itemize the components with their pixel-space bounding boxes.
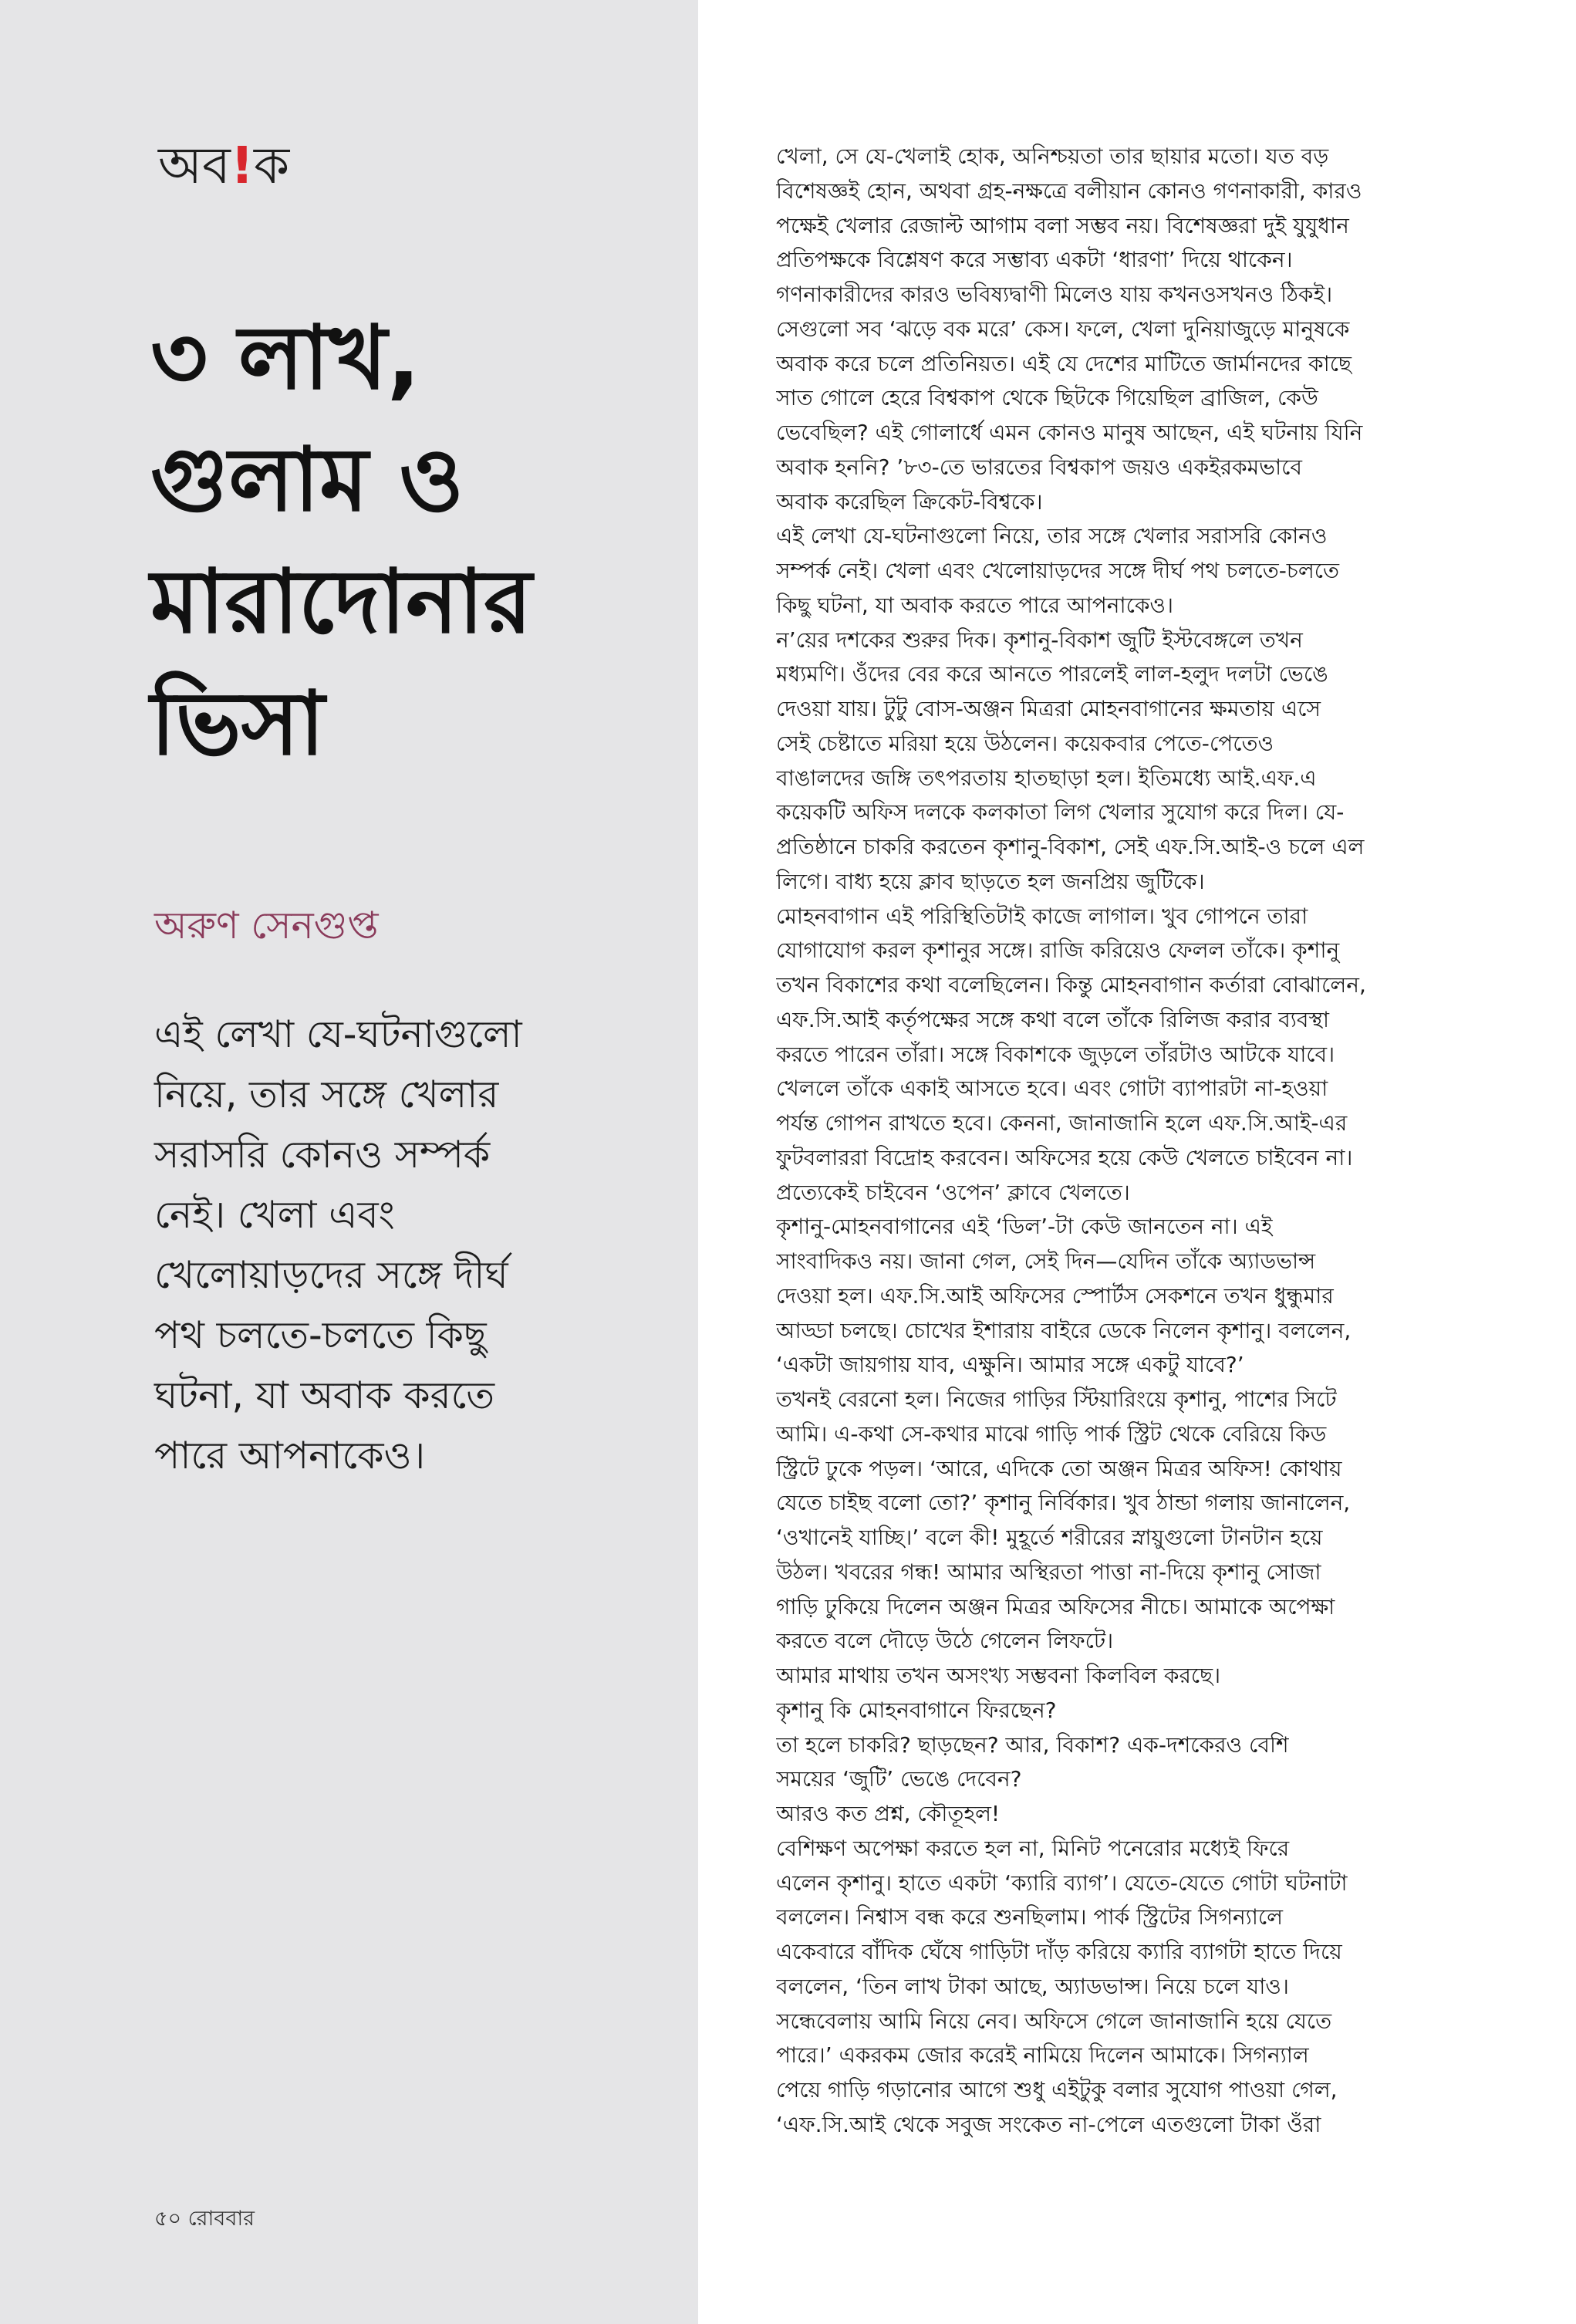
article-line: পারে।’ একরকম জোর করেই নামিয়ে দিলেন আমাকে। সিগন্যাল	[776, 2042, 1309, 2069]
standfirst-line: পথ চলতে-চলতে কিছু	[154, 1313, 487, 1357]
standfirst	[154, 1005, 671, 1486]
article-line: সেই চেষ্টাতে মরিয়া হয়ে উঠলেন। কয়েকবার পেতে-পেতেও	[776, 730, 1274, 756]
standfirst-line: পারে আপনাকেও।	[154, 1434, 426, 1478]
article-line: বললেন, ‘তিন লাখ টাকা আছে, অ্যাডভান্স। নিয়ে চলে যাও।	[776, 1973, 1289, 1999]
standfirst-line: খেলোয়াড়দের সঙ্গে দীর্ঘ	[154, 1253, 508, 1297]
article-line: সেগুলো সব ‘ঝড়ে বক মরে’ কেস। ফলে, খেলা দুনিয়াজুড়ে মানুষকে	[776, 316, 1350, 342]
page-folio: ৫০ রোববার	[154, 2207, 255, 2231]
article-line: পেয়ে গাড়ি গড়ানোর আগে শুধু এইটুকু বলার সুযোগ পাওয়া গেল,	[776, 2077, 1338, 2103]
article-line: তখনই বেরনো হল। নিজের গাড়ির স্টিয়ারিংয়ে কৃশানু, পাশের সিটে	[776, 1387, 1337, 1412]
article-line: অবাক হননি? ’৮৩-তে ভারতের বিশ্বকাপ জয়ও একইরকমভাবে	[776, 454, 1303, 480]
article-line: সময়ের ‘জুটি’ ভেঙে দেবেন?	[776, 1766, 1022, 1792]
article-line: গণনাকারীদের কারও ভবিষ্যদ্বাণী মিলেও যায় কখনওসখনও ঠিকই।	[776, 282, 1333, 307]
article-line: দেওয়া হল। এফ.সি.আই অফিসের স্পোর্টস সেকশনে তখন ধুন্ধুমার	[776, 1282, 1334, 1309]
article-line: ফুটবলাররা বিদ্রোহ করবেন। অফিসের হয়ে কেউ খেলতে চাইবেন না।	[776, 1144, 1353, 1170]
article-body	[776, 140, 1455, 2143]
article-line: দেওয়া যায়। টুটু বোস-অঞ্জন মিত্ররা মোহনবাগানের ক্ষমতায় এসে	[776, 696, 1321, 721]
title-line: মারাদোনার	[150, 550, 532, 653]
article-line: মধ্যমণি। ওঁদের বের করে আনতে পারলেই লাল-হলুদ দলটা ভেঙে	[776, 661, 1328, 687]
article-line: প্রত্যেকেই চাইবেন ‘ওপেন’ ক্লাবে খেলতে।	[776, 1179, 1130, 1205]
standfirst-line: ঘটনা, যা অবাক করতে	[154, 1373, 495, 1417]
standfirst-line: নিয়ে, তার সঙ্গে খেলার	[154, 1072, 499, 1116]
section-kicker	[158, 135, 289, 197]
article-line: কৃশানু-মোহনবাগানের এই ‘ডিল’-টা কেউ জানতেন না। এই	[776, 1214, 1273, 1240]
article-line: পক্ষেই খেলার রেজাল্ট আগাম বলা সম্ভব নয়। বিশেষজ্ঞরা দুই যুযুধান	[776, 212, 1349, 238]
title-line: গুলাম ও	[150, 428, 464, 531]
standfirst-line: নেই। খেলা এবং	[154, 1193, 395, 1237]
article-line: মোহনবাগান এই পরিস্থিতিটাই কাজে লাগাল। খুব গোপনে তারা	[776, 903, 1308, 929]
article-line: করতে বলে দৌড়ে উঠে গেলেন লিফটে।	[776, 1628, 1114, 1654]
article-line: লিগে। বাধ্য হয়ে ক্লাব ছাড়তে হল জনপ্রিয় জুটিকে।	[776, 868, 1205, 894]
kicker-right: ক	[254, 136, 290, 195]
article-line: সম্পর্ক নেই। খেলা এবং খেলোয়াড়দের সঙ্গে দীর্ঘ পথ চলতে-চলতে	[776, 558, 1340, 583]
article-line: সাংবাদিকও নয়। জানা গেল, সেই দিন—যেদিন তাঁকে অ্যাডভান্স	[776, 1248, 1316, 1274]
article-line: তা হলে চাকরি? ছাড়ছেন? আর, বিকাশ? এক-দশকেরও বেশি	[776, 1731, 1289, 1758]
article-line: খেললে তাঁকে একাই আসতে হবে। এবং গোটা ব্যাপারটা না-হওয়া	[776, 1076, 1328, 1102]
article-line: বিশেষজ্ঞই হোন, অথবা গ্রহ-নক্ষত্রে বলীয়ান কোনও গণনাকারী, কারও	[776, 177, 1362, 204]
author-byline: অরুণ সেনগুপ্ত	[154, 904, 379, 948]
article-line: ‘এফ.সি.আই থেকে সবুজ সংকেত না-পেলে এতগুলো টাকা ওঁরা	[776, 2111, 1321, 2137]
article-line: যোগাযোগ করল কৃশানুর সঙ্গে। রাজি করিয়েও ফেলল তাঁকে। কৃশানু	[776, 937, 1340, 964]
article-line: সাত গোলে হেরে বিশ্বকাপ থেকে ছিটকে গিয়েছিল ব্রাজিল, কেউ	[776, 385, 1318, 411]
article-line: করতে পারেন তাঁরা। সঙ্গে বিকাশকে জুড়লে তাঁরটাও আটকে যাবে।	[776, 1041, 1335, 1067]
article-line: এলেন কৃশানু। হাতে একটা ‘ক্যারি ব্যাগ’। যেতে-যেতে গোটা ঘটনাটা	[776, 1870, 1348, 1896]
article-line: আড্ডা চলছে। চোখের ইশারায় বাইরে ডেকে নিলেন কৃশানু। বললেন,	[776, 1317, 1352, 1343]
article-line: ‘একটা জায়গায় যাব, এক্ষুনি। আমার সঙ্গে একটু যাবে?’	[776, 1352, 1244, 1378]
article-line: অবাক করে চলে প্রতিনিয়ত। এই যে দেশের মাটিতে জার্মানদের কাছে	[776, 350, 1352, 377]
article-line: বাঙালদের জঙ্গি তৎপরতায় হাতছাড়া হল। ইতিমধ্যে আই.এফ.এ	[776, 765, 1317, 791]
article-line: পর্যন্ত গোপন রাখতে হবে। কেননা, জানাজানি হলে এফ.সি.আই-এর	[776, 1110, 1348, 1136]
standfirst-line: সরাসরি কোনও সম্পর্ক	[154, 1133, 491, 1177]
article-line: আমার মাথায় তখন অসংখ্য সম্ভবনা কিলবিল করছে।	[776, 1663, 1221, 1688]
article-line: বললেন। নিশ্বাস বন্ধ করে শুনছিলাম। পার্ক স্ট্রিটের সিগন্যালে	[776, 1904, 1284, 1930]
article-line: কিছু ঘটনা, যা অবাক করতে পারে আপনাকেও।	[776, 592, 1174, 618]
sidebar-panel	[0, 0, 698, 2324]
article-line: তখন বিকাশের কথা বলেছিলেন। কিন্তু মোহনবাগান কর্তারা বোঝালেন,	[776, 972, 1366, 998]
article-line: আরও কত প্রশ্ন, কৌতূহল!	[776, 1801, 1001, 1826]
article-line: উঠল। খবরের গন্ধ! আমার অস্থিরতা পাত্তা না-দিয়ে কৃশানু সোজা	[776, 1559, 1321, 1585]
article-line: প্রতিষ্ঠানে চাকরি করতেন কৃশানু-বিকাশ, সেই এফ.সি.আই-ও চলে এল	[776, 834, 1365, 860]
article-line: অবাক করেছিল ক্রিকেট-বিশ্বকে।	[776, 488, 1043, 515]
article-title	[150, 297, 683, 785]
article-line: গাড়ি ঢুকিয়ে দিলেন অঞ্জন মিত্রর অফিসের নীচে। আমাকে অপেক্ষা	[776, 1593, 1335, 1620]
article-line: কয়েকটি অফিস দলকে কলকাতা লিগ খেলার সুযোগ করে দিল। যে-	[776, 799, 1345, 826]
article-line: বেশিক্ষণ অপেক্ষা করতে হল না, মিনিট পনেরোর মধ্যেই ফিরে	[776, 1835, 1290, 1861]
title-line: ভিসা	[150, 672, 325, 775]
article-line: এই লেখা যে-ঘটনাগুলো নিয়ে, তার সঙ্গে খেলার সরাসরি কোনও	[776, 523, 1328, 549]
article-line: একেবারে বাঁদিক ঘেঁষে গাড়িটা দাঁড় করিয়ে ক্যারি ব্যাগটা হাতে দিয়ে	[776, 1939, 1342, 1964]
kicker-left: অব	[158, 136, 231, 195]
article-line: যেতে চাইছ বলো তো?’ কৃশানু নির্বিকার। খুব ঠান্ডা গলায় জানালেন,	[776, 1490, 1351, 1516]
kicker-exclamation: !	[230, 136, 255, 195]
article-line: কৃশানু কি মোহনবাগানে ফিরছেন?	[776, 1697, 1057, 1723]
article-line: ‘ওখানেই যাচ্ছি।’ বলে কী! মুহূর্তে শরীরের স্নায়ুগুলো টানটান হয়ে	[776, 1525, 1323, 1550]
article-line: ভেবেছিল? এই গোলার্ধে এমন কোনও মানুষ আছেন, এই ঘটনায় যিনি	[776, 420, 1363, 445]
article-line: ন’য়ের দশকের শুরুর দিক। কৃশানু-বিকাশ জুটি ইস্টবেঙ্গলে তখন	[776, 627, 1303, 653]
title-line: ৩ লাখ,	[150, 306, 420, 409]
article-line: এফ.সি.আই কর্তৃপক্ষের সঙ্গে কথা বলে তাঁকে রিলিজ করার ব্যবস্থা	[776, 1006, 1330, 1032]
standfirst-line: এই লেখা যে-ঘটনাগুলো	[154, 1012, 522, 1056]
article-line: স্ট্রিটে ঢুকে পড়ল। ‘আরে, এদিকে তো অঞ্জন মিত্রর অফিস! কোথায়	[776, 1455, 1342, 1481]
article-line: প্রতিপক্ষকে বিশ্লেষণ করে সম্ভাব্য একটা ‘ধারণা’ দিয়ে থাকেন।	[776, 247, 1293, 273]
article-line: খেলা, সে যে-খেলাই হোক, অনিশ্চয়তা তার ছায়ার মতো। যত বড়	[776, 144, 1329, 169]
article-line: আমি। এ-কথা সে-কথার মাঝে গাড়ি পার্ক স্ট্রিট থেকে বেরিয়ে কিড	[776, 1420, 1327, 1447]
article-line: সন্ধেবেলায় আমি নিয়ে নেব। অফিসে গেলে জানাজানি হয়ে যেতে	[776, 2008, 1332, 2034]
